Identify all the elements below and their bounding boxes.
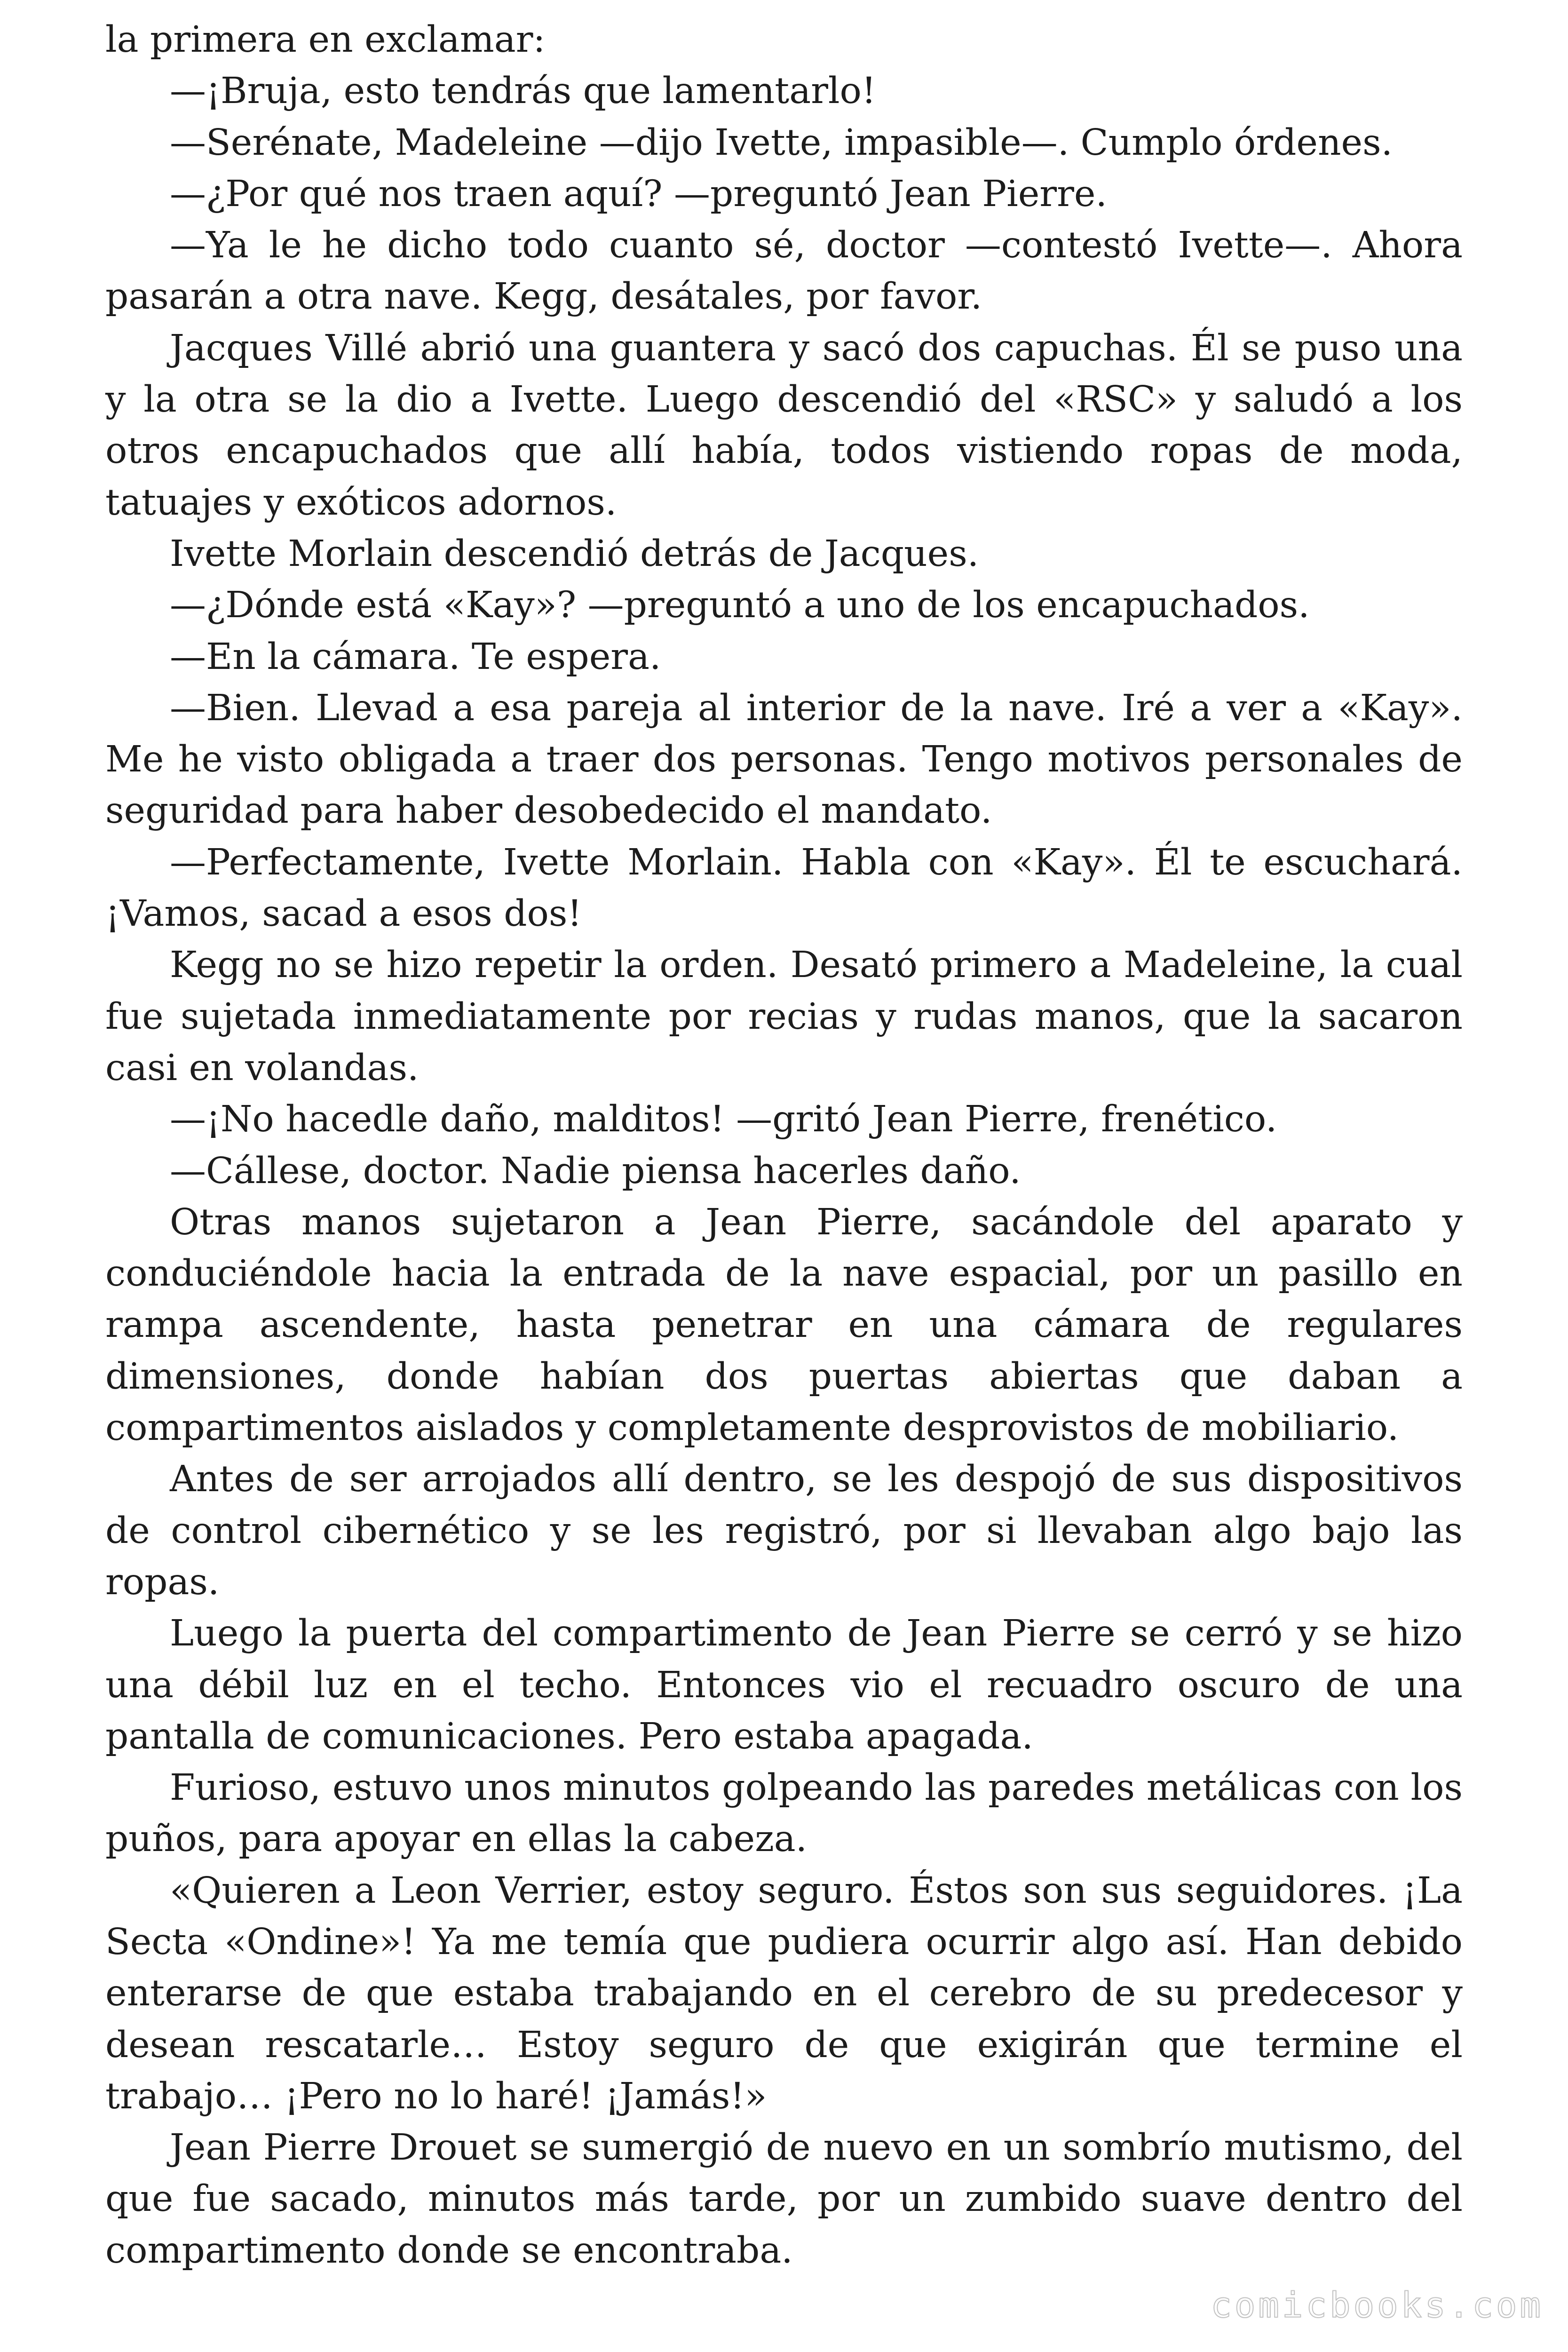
paragraph: la primera en exclamar: [105, 19, 546, 61]
paragraph: —En la cámara. Te espera. [170, 636, 661, 678]
paragraph: —Serénate, Madeleine —dijo Ivette, impasible—. Cumplo órdenes. [170, 121, 1393, 164]
paragraph: «Quieren a Leon Verrier, estoy seguro. Éstos son sus seguidores. ¡La Secta «Ondine»! Ya me temía que pudiera ocurrir algo así. Han debido enterarse de que estaba trabajando en el cerebro de su predecesor y desean rescatarle… Estoy seguro de que exigirán que termine el trabajo… ¡Pero no lo haré! ¡Jamás!» [105, 1869, 1463, 2117]
paragraph: —Perfectamente, Ivette Morlain. Habla con «Kay». Él te escuchará. ¡Vamos, sacad a esos dos! [105, 841, 1463, 935]
paragraph: Jacques Villé abrió una guantera y sacó dos capuchas. Él se puso una y la otra se la dio a Ivette. Luego descendió del «RSC» y saludó a los otros encapuchados que allí había, todos vistiendo ropas de moda, tatuajes y exóticos adornos. [105, 327, 1463, 524]
paragraph: —¡No hacedle daño, malditos! —gritó Jean Pierre, frenético. [170, 1098, 1277, 1141]
paragraph: Antes de ser arrojados allí dentro, se les despojó de sus dispositivos de control cibernético y se les registró, por si llevaban algo bajo las ropas. [105, 1458, 1463, 1603]
paragraph: —¿Dónde está «Kay»? —preguntó a uno de los encapuchados. [170, 584, 1310, 627]
paragraph: Luego la puerta del compartimento de Jean Pierre se cerró y se hizo una débil luz en el techo. Entonces vio el recuadro oscuro de una pantalla de comunicaciones. Pero estaba apagada. [105, 1613, 1463, 1757]
paragraph: —¡Bruja, esto tendrás que lamentarlo! [170, 70, 876, 112]
paragraph: —¿Por qué nos traen aquí? —preguntó Jean Pierre. [170, 173, 1107, 215]
paragraph: —Bien. Llevad a esa pareja al interior de la nave. Iré a ver a «Kay». Me he visto obligada a traer dos personas. Tengo motivos personales de seguridad para haber desobedecido el mandato. [105, 687, 1463, 832]
paragraph: Jean Pierre Drouet se sumergió de nuevo en un sombrío mutismo, del que fue sacado, minutos más tarde, por un zumbido suave dentro del compartimento donde se encontraba. [105, 2127, 1463, 2272]
book-page-body [105, 14, 1463, 2276]
paragraph: Kegg no se hizo repetir la orden. Desató primero a Madeleine, la cual fue sujetada inmediatamente por recias y rudas manos, que la sacaron casi en volandas. [105, 944, 1463, 1089]
paragraph: Ivette Morlain descendió detrás de Jacques. [170, 532, 979, 575]
paragraph: Furioso, estuvo unos minutos golpeando las paredes metálicas con los puños, para apoyar en ellas la cabeza. [105, 1767, 1463, 1860]
paragraph: —Cállese, doctor. Nadie piensa hacerles daño. [170, 1150, 1021, 1192]
paragraph: —Ya le he dicho todo cuanto sé, doctor —contestó Ivette—. Ahora pasarán a otra nave. Kegg, desátales, por favor. [105, 224, 1463, 318]
paragraph: Otras manos sujetaron a Jean Pierre, sacándole del aparato y conduciéndole hacia la entrada de la nave espacial, por un pasillo en rampa ascendente, hasta penetrar en una cámara de regulares dimensiones, donde habían dos puertas abiertas que daban a compartimentos aislados y completamente desprovistos de mobiliario. [105, 1201, 1463, 1449]
watermark: comicbooks.com [1211, 2285, 1544, 2326]
